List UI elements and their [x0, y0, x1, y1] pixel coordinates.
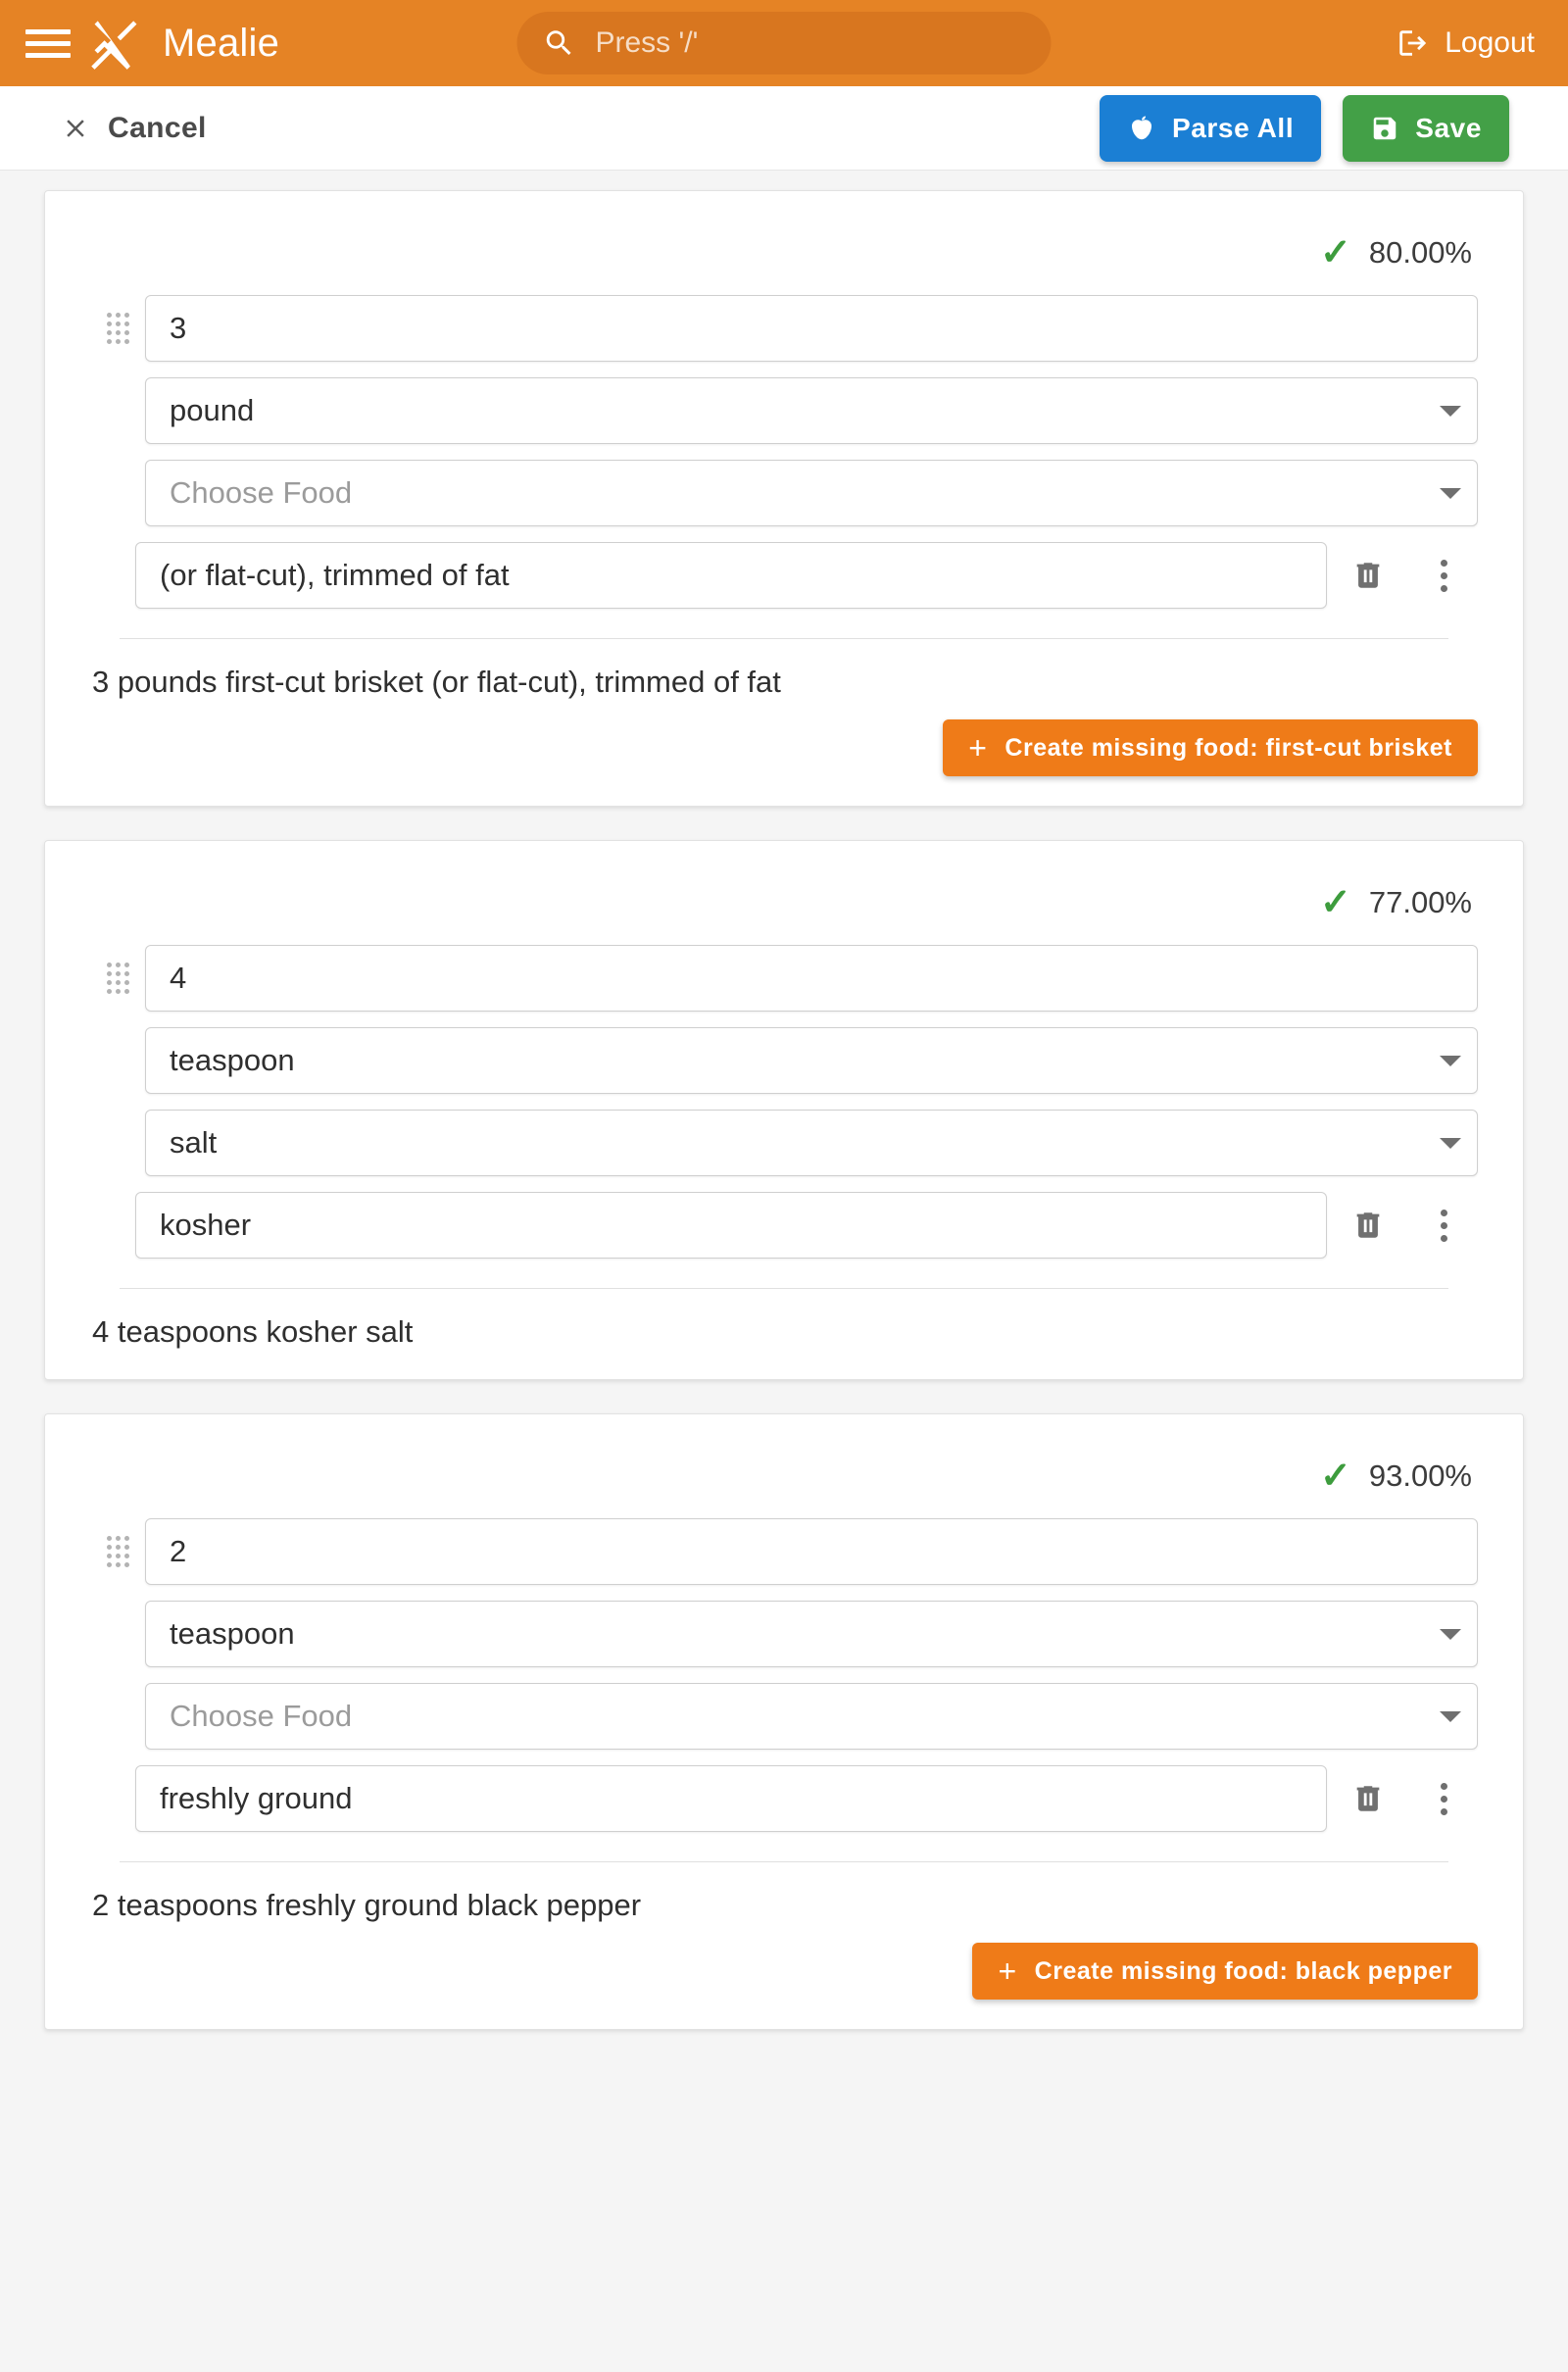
- more-options-button[interactable]: [1409, 1192, 1478, 1259]
- delete-button[interactable]: [1327, 1192, 1409, 1259]
- confidence-value: 93.00%: [1368, 1458, 1472, 1493]
- dots-vertical-icon: [1441, 1783, 1447, 1815]
- content-save-icon: [1370, 114, 1399, 143]
- delete-button[interactable]: [1327, 1765, 1409, 1832]
- unit-row: [90, 1601, 1478, 1667]
- delete-button[interactable]: [1327, 542, 1409, 609]
- unit-select[interactable]: [145, 1027, 1478, 1094]
- ingredient-summary: 2 teaspoons freshly ground black pepper: [92, 1888, 642, 1922]
- food-value: Choose Food: [170, 475, 353, 510]
- chevron-down-icon: [1440, 1056, 1461, 1066]
- note-row: [90, 542, 1478, 609]
- confidence-value: 80.00%: [1368, 235, 1472, 270]
- app-bar: [0, 0, 1568, 86]
- ingredient-card: [44, 1413, 1524, 2030]
- plus-icon: +: [968, 730, 988, 766]
- create-missing-food-button[interactable]: [972, 1943, 1478, 2000]
- food-select[interactable]: [145, 1683, 1478, 1750]
- logout-button[interactable]: [1396, 26, 1543, 60]
- quantity-input[interactable]: 3: [145, 295, 1478, 362]
- create-missing-food-button[interactable]: [943, 719, 1478, 776]
- unit-value: teaspoon: [170, 1616, 295, 1651]
- create-missing-food-label: Create missing food: black pepper: [1034, 1956, 1452, 1985]
- more-options-button[interactable]: [1409, 542, 1478, 609]
- chevron-down-icon: [1440, 1711, 1461, 1722]
- brand[interactable]: [88, 16, 279, 71]
- close-icon: [61, 114, 90, 143]
- ingredient-card: [44, 840, 1524, 1380]
- chevron-down-icon: [1440, 1138, 1461, 1149]
- save-label: Save: [1415, 112, 1482, 143]
- food-value: salt: [170, 1125, 218, 1160]
- search-bar[interactable]: [517, 12, 1052, 74]
- plus-icon: +: [998, 1953, 1017, 1989]
- confidence-row: [90, 1450, 1478, 1503]
- parse-all-button[interactable]: [1100, 95, 1321, 162]
- menu-icon[interactable]: [25, 21, 71, 66]
- chevron-down-icon: [1440, 406, 1461, 417]
- confidence-row: [90, 226, 1478, 279]
- quantity-row: [90, 295, 1478, 362]
- food-row: [90, 1110, 1478, 1176]
- unit-select[interactable]: [145, 1601, 1478, 1667]
- quantity-row: [90, 945, 1478, 1012]
- check-icon: ✓: [1320, 882, 1351, 923]
- food-row: [90, 1683, 1478, 1750]
- logout-label: Logout: [1445, 26, 1535, 59]
- ingredient-card: [44, 190, 1524, 807]
- quantity-input[interactable]: 2: [145, 1518, 1478, 1585]
- search-icon: [543, 26, 576, 60]
- note-row: [90, 1192, 1478, 1259]
- card-footer: [90, 700, 1478, 776]
- unit-value: teaspoon: [170, 1043, 295, 1077]
- save-button[interactable]: [1343, 95, 1509, 162]
- dots-vertical-icon: [1441, 560, 1447, 592]
- search-input[interactable]: [594, 25, 1026, 61]
- food-row: [90, 460, 1478, 526]
- note-input[interactable]: freshly ground: [135, 1765, 1327, 1832]
- trash-icon: [1351, 1209, 1385, 1242]
- drag-handle-icon[interactable]: [90, 1536, 145, 1567]
- check-icon: ✓: [1320, 1456, 1351, 1497]
- food-apple-icon: [1127, 114, 1156, 143]
- chevron-down-icon: [1440, 488, 1461, 499]
- unit-value: pound: [170, 393, 255, 427]
- check-icon: ✓: [1320, 232, 1351, 273]
- ingredient-list: [0, 171, 1568, 2030]
- logout-icon: [1396, 26, 1429, 60]
- note-row: [90, 1765, 1478, 1832]
- dots-vertical-icon: [1441, 1210, 1447, 1242]
- note-input[interactable]: (or flat-cut), trimmed of fat: [135, 542, 1327, 609]
- quantity-input[interactable]: 4: [145, 945, 1478, 1012]
- cancel-button[interactable]: [61, 112, 207, 145]
- unit-row: [90, 1027, 1478, 1094]
- confidence-row: [90, 876, 1478, 929]
- parse-all-label: Parse All: [1171, 112, 1295, 143]
- trash-icon: [1351, 559, 1385, 592]
- toolbar-actions: [1100, 95, 1509, 162]
- quantity-row: [90, 1518, 1478, 1585]
- cancel-label: Cancel: [108, 111, 207, 144]
- food-select[interactable]: [145, 460, 1478, 526]
- brand-name: Mealie: [163, 21, 280, 65]
- food-select[interactable]: [145, 1110, 1478, 1176]
- unit-row: [90, 377, 1478, 444]
- food-value: Choose Food: [170, 1699, 353, 1733]
- drag-handle-icon[interactable]: [90, 963, 145, 994]
- drag-handle-icon[interactable]: [90, 313, 145, 344]
- note-input[interactable]: kosher: [135, 1192, 1327, 1259]
- fork-knife-logo-icon: [88, 16, 143, 71]
- ingredient-summary: 3 pounds first-cut brisket (or flat-cut), trimmed of fat: [92, 665, 781, 699]
- create-missing-food-label: Create missing food: first-cut brisket: [1004, 733, 1452, 762]
- editor-toolbar: [0, 86, 1568, 171]
- unit-select[interactable]: [145, 377, 1478, 444]
- chevron-down-icon: [1440, 1629, 1461, 1640]
- trash-icon: [1351, 1782, 1385, 1815]
- confidence-value: 77.00%: [1368, 885, 1472, 919]
- more-options-button[interactable]: [1409, 1765, 1478, 1832]
- ingredient-summary: 4 teaspoons kosher salt: [92, 1314, 414, 1349]
- card-footer: [90, 1923, 1478, 2000]
